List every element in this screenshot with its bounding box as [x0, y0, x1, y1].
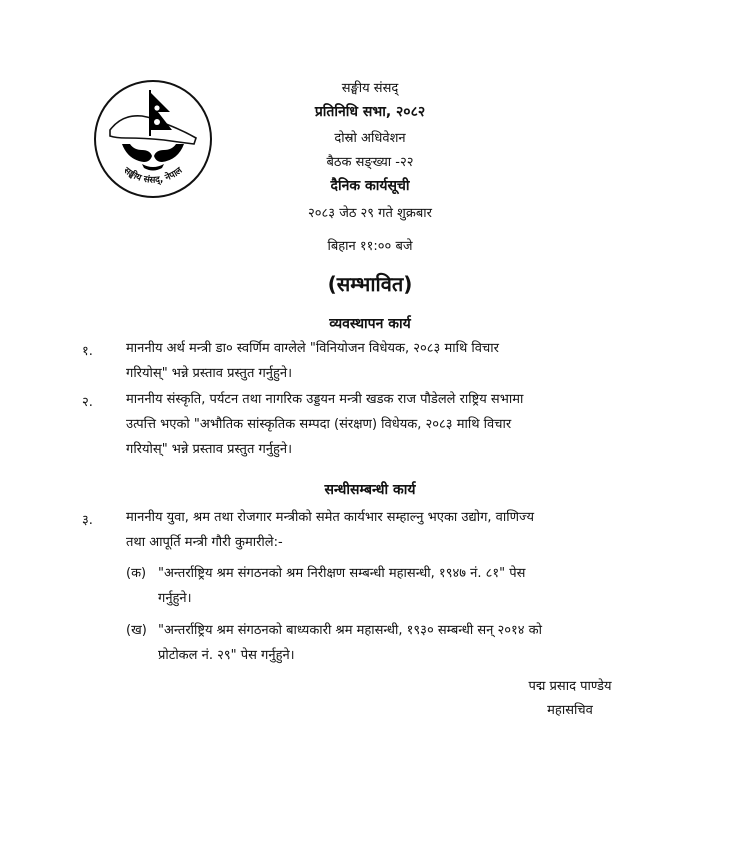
agenda-item-2 [126, 387, 650, 462]
subitem-line: प्रोटोकल नं. २९" पेस गर्नुहुने। [158, 648, 295, 663]
subitem-line: "अन्तर्राष्ट्रिय श्रम संगठनको बाध्यकारी श्रम महासन्धी, १९३० सम्बन्धी सन् २०१४ को [158, 623, 543, 638]
section-title-legislation: व्यवस्थापन कार्य [329, 316, 411, 332]
subitem-label: (ख) [126, 623, 147, 638]
logo-text: सङ्घीय संसद्, नेपाल [121, 165, 185, 186]
item-line: गरियोस्" भन्ने प्रस्ताव प्रस्तुत गर्नुहुने। [126, 442, 293, 457]
agenda-item-3 [126, 505, 650, 555]
page-title: दैनिक कार्यसूची [330, 178, 410, 194]
signatory-name: पद्म प्रसाद पाण्डेय [528, 679, 612, 694]
item-line: माननीय अर्थ मन्त्री डा० स्वर्णिम वाग्लेले "विनियोजन विधेयक, २०८३ माथि विचार [126, 341, 499, 356]
header-session: दोस्रो अधिवेशन [334, 131, 406, 146]
section-title-treaty: सन्धीसम्बन्धी कार्य [324, 482, 416, 498]
item-number: २. [82, 395, 93, 410]
header-parliament: सङ्घीय संसद् [341, 81, 399, 96]
item-line: उत्पत्ति भएको "अभौतिक सांस्कृतिक सम्पदा (संरक्षण) विधेयक, २०८३ माथि विचार [126, 417, 512, 432]
item-line: तथा आपूर्ति मन्त्री गौरी कुमारीले:- [126, 535, 283, 550]
header-tentative: (सम्भावित) [327, 272, 413, 296]
subitem-kha [126, 618, 650, 668]
item-line: गरियोस्" भन्ने प्रस्ताव प्रस्तुत गर्नुहुने। [126, 366, 293, 381]
item-line: माननीय युवा, श्रम तथा रोजगार मन्त्रीको समेत कार्यभार सम्हाल्नु भएका उद्योग, वाणिज्य [126, 510, 535, 525]
item-line: माननीय संस्कृति, पर्यटन तथा नागरिक उड्डयन मन्त्री खडक राज पौडेलले राष्ट्रिय सभामा [126, 392, 524, 407]
header-house: प्रतिनिधि सभा, २०८२ [314, 104, 426, 120]
subitem-label: (क) [126, 566, 147, 581]
agenda-item-1 [126, 336, 650, 386]
signatory-title: महासचिव [547, 703, 593, 718]
header-date: २०८३ जेठ २९ गते शुक्रबार [308, 206, 432, 221]
subitem-line: "अन्तर्राष्ट्रिय श्रम संगठनको श्रम निरीक्षण सम्बन्धी महासन्धी, १९४७ नं. ८१" पेस [158, 566, 526, 581]
subitem-ka [126, 561, 650, 611]
header-time: बिहान ११:०० बजे [327, 239, 413, 254]
header-meeting-number: बैठक सङ्ख्या -२२ [326, 155, 414, 170]
subitem-line: गर्नुहुने। [158, 591, 192, 606]
item-number: १. [82, 344, 93, 359]
item-number: ३. [82, 513, 93, 528]
parliament-emblem-icon [92, 78, 214, 200]
